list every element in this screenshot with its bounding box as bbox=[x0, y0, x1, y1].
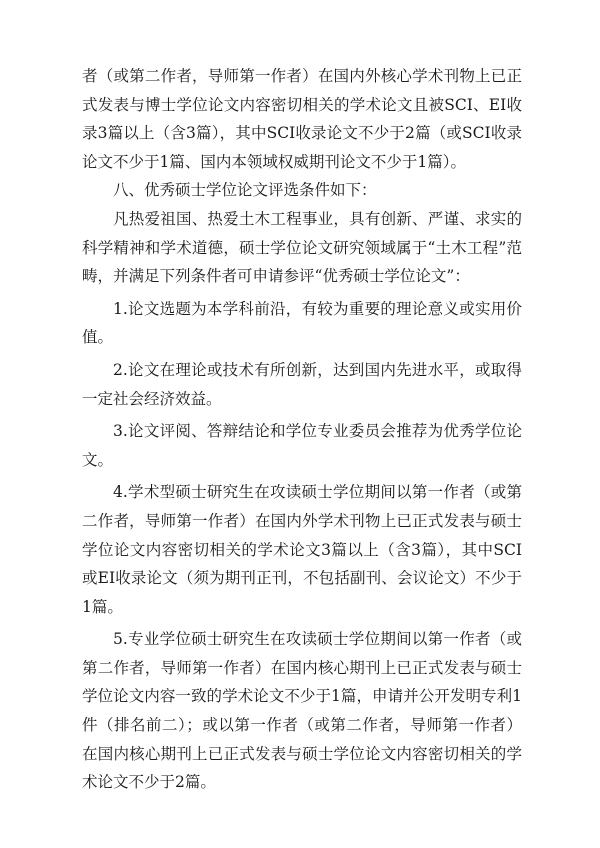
paragraph-eligibility: 凡热爱祖国、热爱土木工程事业，具有创新、严谨、求实的科学精神和学术道德，硕士学位论文研究领域属于“土木工程”范畴，并满足下列条件者可申请参评“优秀硕士学位论文”： bbox=[82, 209, 522, 286]
section-heading-eight: 八、优秀硕士学位论文评选条件如下： bbox=[113, 181, 377, 200]
paragraph-continuation: 者（或第二作者，导师第一作者）在国内外核心学术刊物上已正式发表与博士学位论文内容密切相关的学术论文且被SCI、EI收录3篇以上（含3篇），其中SCI收录论文不少于2篇（或SCI收录论文不少于1篇、国内本领域权威期刊论文不少于1篇）。 bbox=[82, 67, 522, 171]
document-body bbox=[82, 62, 522, 797]
condition-item-2: 2.论文在理论或技术有所创新，达到国内先进水平，或取得一定社会经济效益。 bbox=[82, 360, 522, 408]
condition-item-4: 4.学术型硕士研究生在攻读硕士学位期间以第一作者（或第二作者，导师第一作者）在国内外学术刊物上已正式发表与硕士学位论文内容密切相关的学术论文3篇以上（含3篇），其中SCI或EI收录论文（须为期刊正刊，不包括副刊、会议论文）不少于1篇。 bbox=[82, 483, 522, 616]
condition-item-3: 3.论文评阅、答辩结论和学位专业委员会推荐为优秀学位论文。 bbox=[82, 422, 522, 469]
condition-item-1: 1.论文选题为本学科前沿，有较为重要的理论意义或实用价值。 bbox=[82, 299, 522, 347]
condition-item-5: 5.专业学位硕士研究生在攻读硕士学位期间以第一作者（或第二作者，导师第一作者）在国内核心期刊上已正式发表与硕士学位论文内容一致的学术论文不少于1篇，申请并公开发明专利1件（排名前二）；或以第一作者（或第二作者，导师第一作者）在国内核心期刊上已正式发表与硕士学位论文内容密切相关的学术论文不少于2篇。 bbox=[82, 630, 522, 792]
